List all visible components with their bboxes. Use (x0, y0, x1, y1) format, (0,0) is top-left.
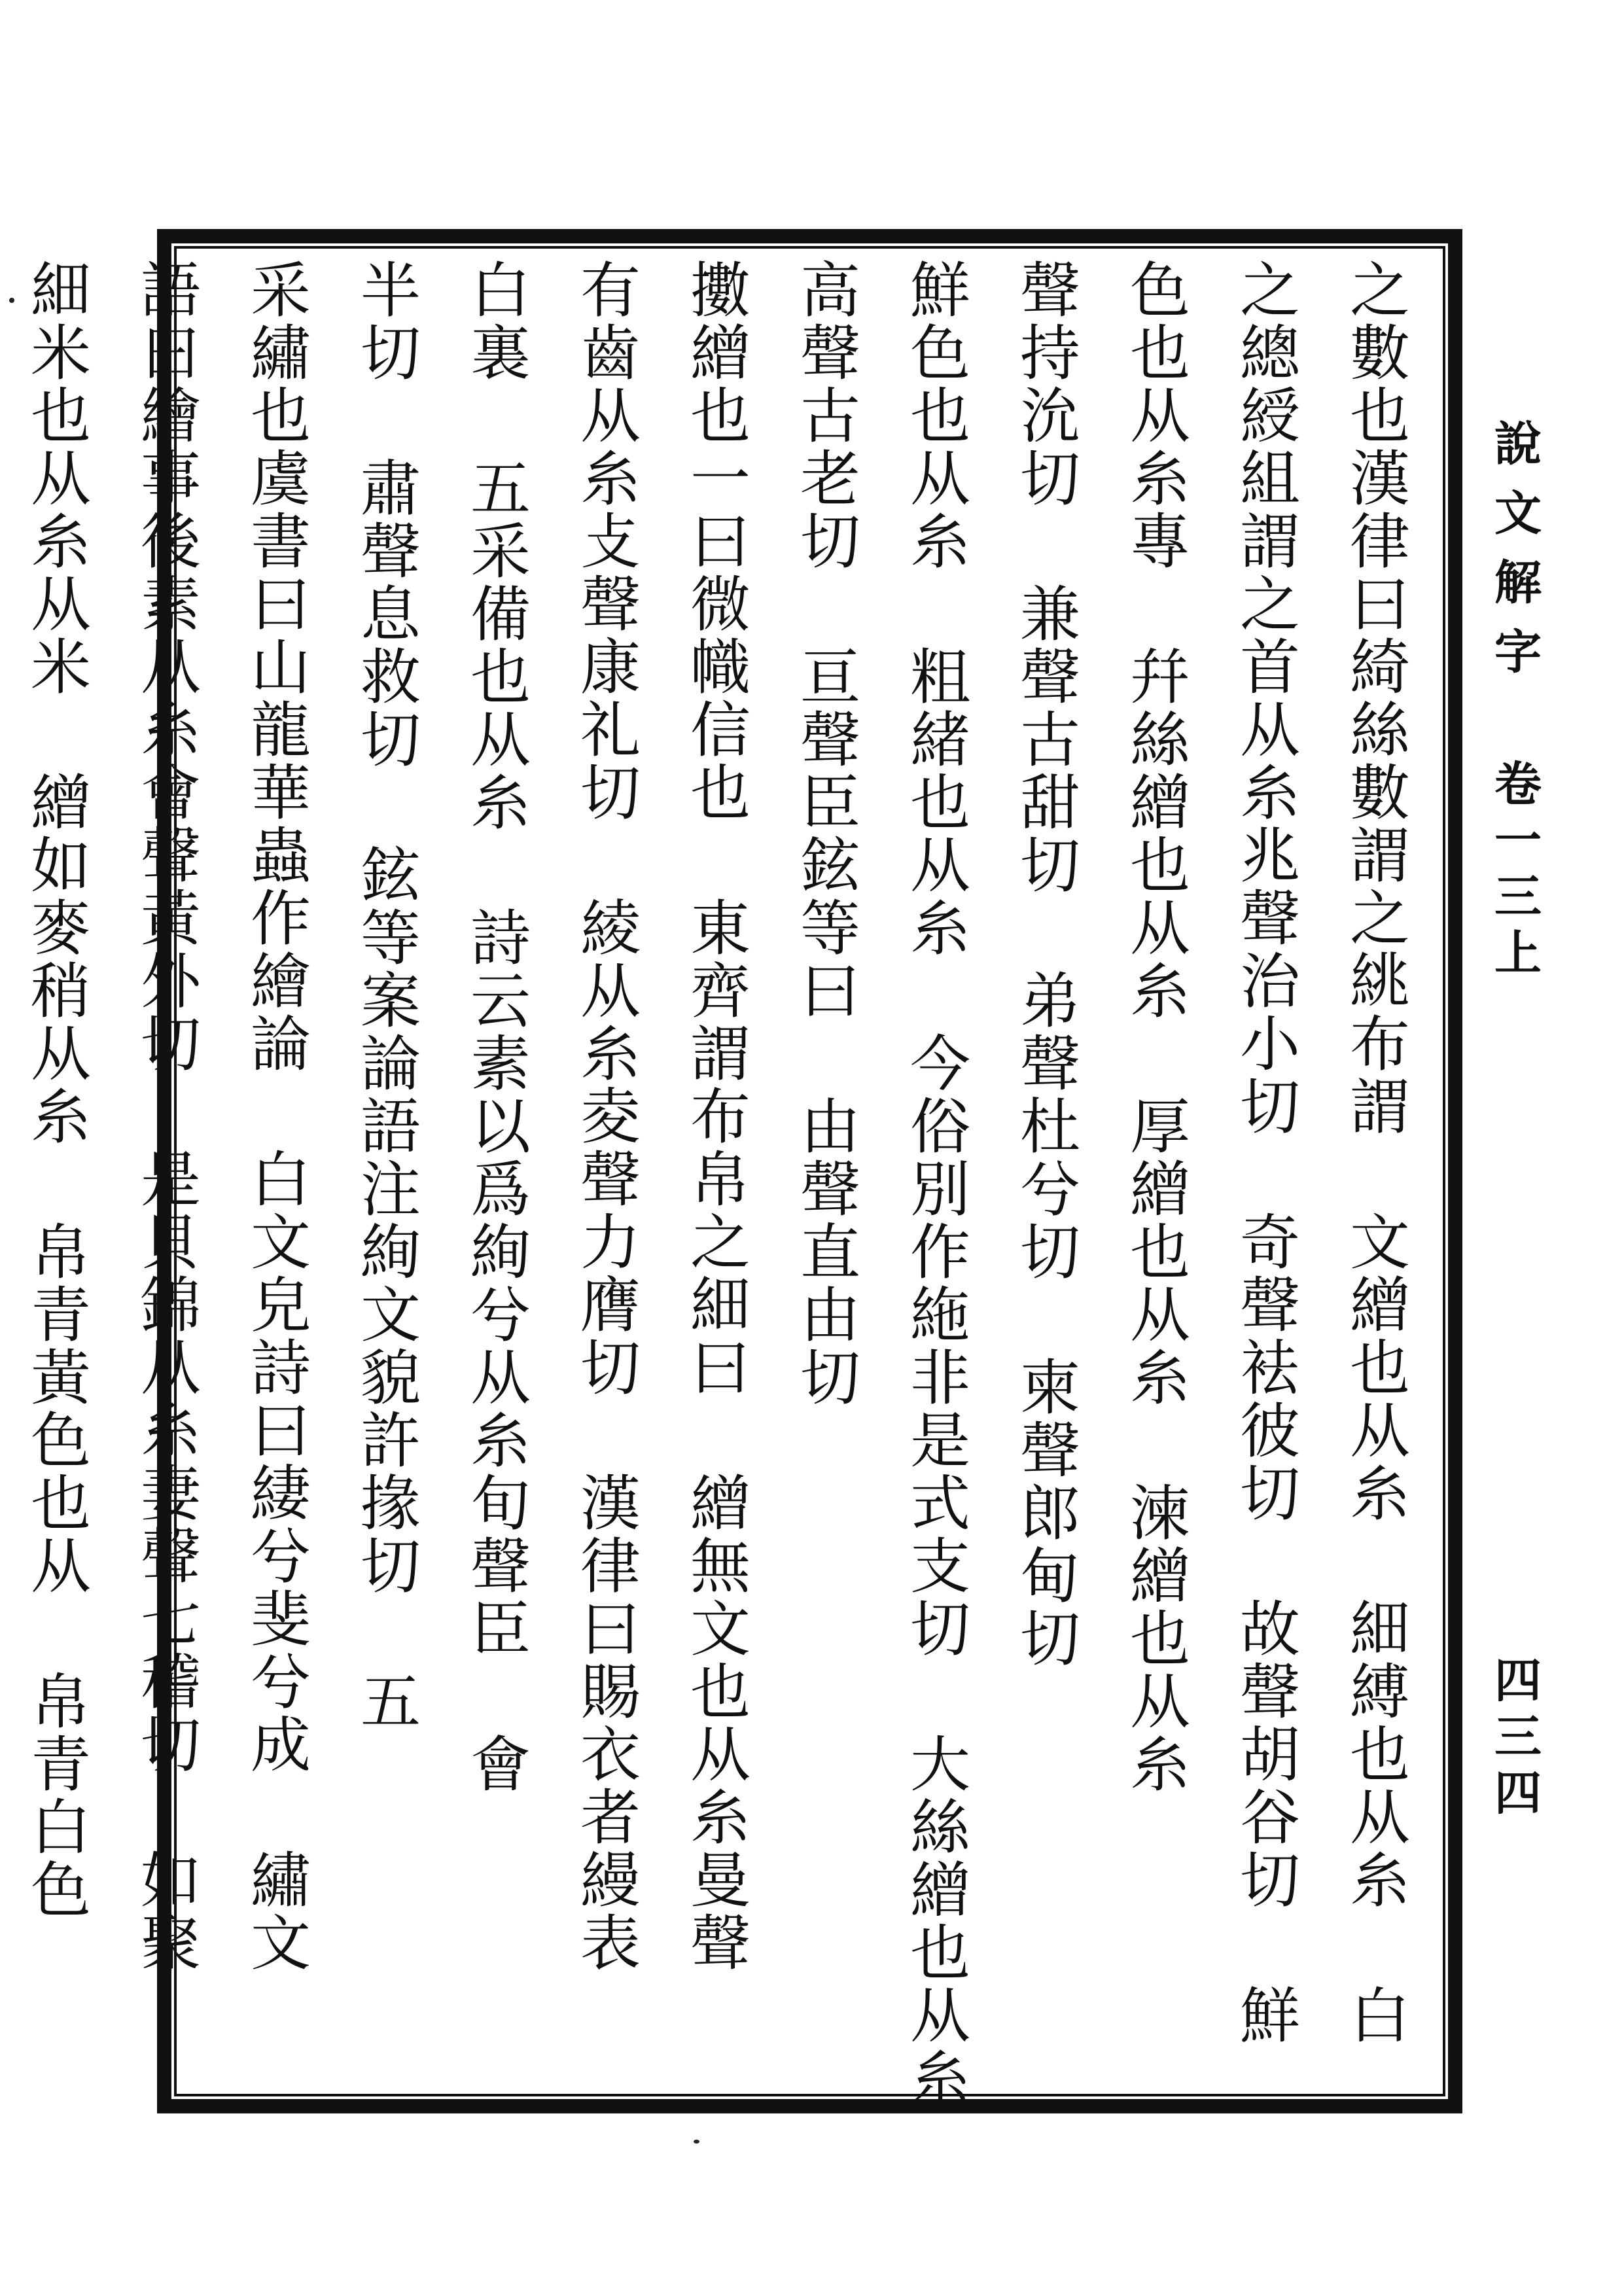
page-number: 四三四 (1487, 1655, 1542, 1824)
text-column-11: 采繡也虞書曰山龍華蟲作繪論 白文皃詩曰緀兮斐兮成 繡文 (241, 258, 311, 1974)
text-column-3: 色也从糸專 幷絲繒也从糸 厚繒也从糸 湅繒也从糸 (1120, 258, 1190, 1795)
text-column-1: 之數也漢律曰綺絲數謂之絩布謂 文繒也从糸 細縛也从糸 白 (1340, 258, 1410, 2047)
running-title: 說文解字 (1487, 419, 1542, 696)
scan-speck (9, 298, 14, 303)
text-column-9: 白裏 五采備也从糸 詩云素以爲絢兮从糸旬聲臣 會 (461, 258, 531, 1795)
text-column-2: 之總綬組謂之首从糸兆聲治小切 奇聲袪彼切 故聲胡谷切 鮮 (1230, 258, 1300, 2047)
text-column-13: 細米也从糸从米 繒如麥稍从糸 帛青黃色也从 帛青白色 (21, 258, 91, 1921)
text-column-12: 語曰繪事後素从糸會聲黃外切 是貝錦从糸妻聲七稽切 如聚 (131, 258, 201, 1974)
text-column-7: 擻繒也一曰微幟信也 東齊謂布帛之細曰 繒無文也从糸曼聲 (680, 258, 751, 1974)
volume-label: 卷一三上 (1487, 759, 1542, 984)
text-column-8: 有齒从糸攴聲康礼切 綾从糸夌聲力膺切 漢律曰賜衣者縵表 (571, 258, 641, 1974)
main-text-block (21, 258, 1430, 2110)
scan-speck (694, 2140, 699, 2144)
text-column-4: 聲持沇切 兼聲古甜切 弟聲杜兮切 柬聲郎甸切 (1010, 258, 1080, 1670)
text-column-5: 鮮色也从糸 粗緒也从糸 今俗別作絁非是式支切 大絲繒也从糸 (900, 258, 970, 2110)
text-column-6: 高聲古老切 亘聲臣鉉等曰 由聲直由切 (790, 258, 860, 1409)
text-column-10: 半切 肅聲息救切 鉉等案論語注絢文貌許掾切 五 (351, 258, 421, 1733)
